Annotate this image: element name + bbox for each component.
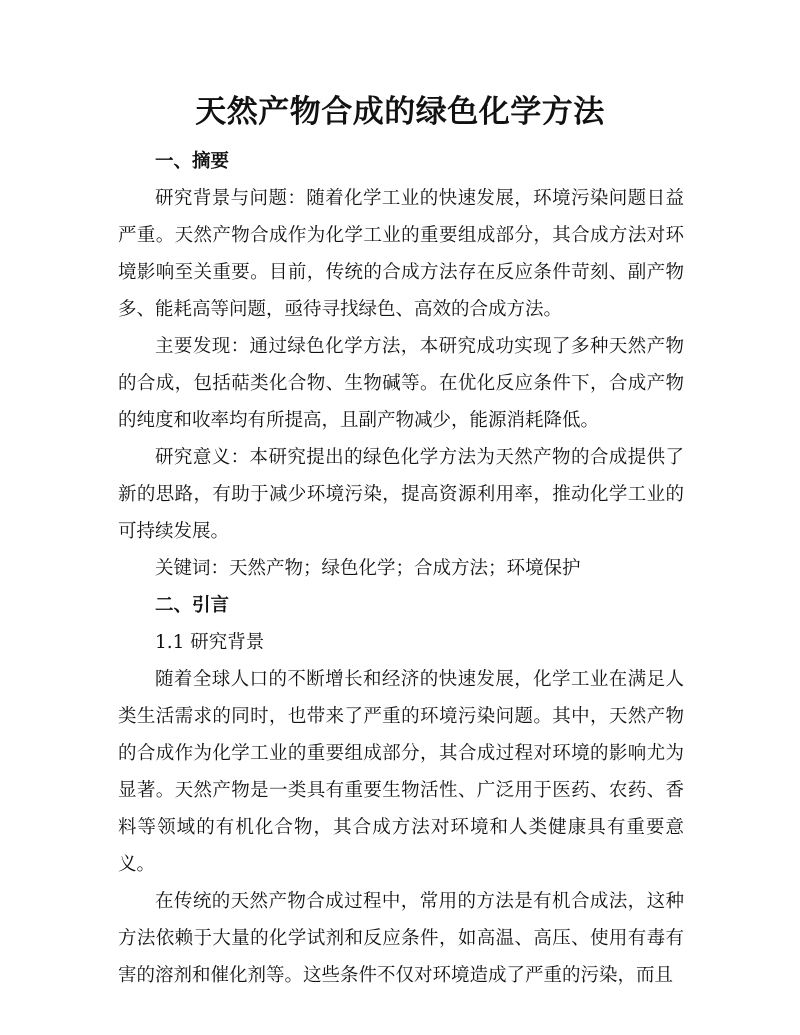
document-title: 天然产物合成的绿色化学方法 bbox=[195, 94, 605, 130]
intro-paragraph-1: 随着全球人口的不断增长和经济的快速发展，化学工业在满足人类生活需求的同时，也带来了严重的环境污染问题。其中，天然产物的合成作为化学工业的重要组成部分，其合成过程对环境的影响尤为显著。天然产物是一类具有重要生物活性、广泛用于医药、农药、香料等领域的有机化合物，其合成方法对环境和人类健康具有重要意义。 bbox=[118, 669, 684, 875]
intro-subheading: 1.1 研究背景 bbox=[155, 632, 265, 653]
intro-paragraph-2: 在传统的天然产物合成过程中，常用的方法是有机合成法，这种方法依赖于大量的化学试剂和反应条件，如高温、高压、使用有毒有害的溶剂和催化剂等。这些条件不仅对环境造成了严重的污染，而且 bbox=[118, 891, 684, 986]
intro-heading: 二、引言 bbox=[155, 595, 230, 616]
document-body bbox=[118, 143, 684, 994]
abstract-paragraph-significance: 研究意义：本研究提出的绿色化学方法为天然产物的合成提供了新的思路，有助于减少环境污染，提高资源利用率，推动化学工业的可持续发展。 bbox=[118, 447, 684, 542]
abstract-paragraph-findings: 主要发现：通过绿色化学方法，本研究成功实现了多种天然产物的合成，包括萜类化合物、生物碱等。在优化反应条件下，合成产物的纯度和收率均有所提高，且副产物减少，能源消耗降低。 bbox=[118, 336, 684, 431]
abstract-heading: 一、摘要 bbox=[155, 151, 230, 172]
keywords-line: 关键词：天然产物；绿色化学；合成方法；环境保护 bbox=[155, 558, 581, 579]
abstract-paragraph-background: 研究背景与问题：随着化学工业的快速发展，环境污染问题日益严重。天然产物合成作为化学工业的重要组成部分，其合成方法对环境影响至关重要。目前，传统的合成方法存在反应条件苛刻、副产物多、能耗高等问题，亟待寻找绿色、高效的合成方法。 bbox=[118, 188, 684, 320]
